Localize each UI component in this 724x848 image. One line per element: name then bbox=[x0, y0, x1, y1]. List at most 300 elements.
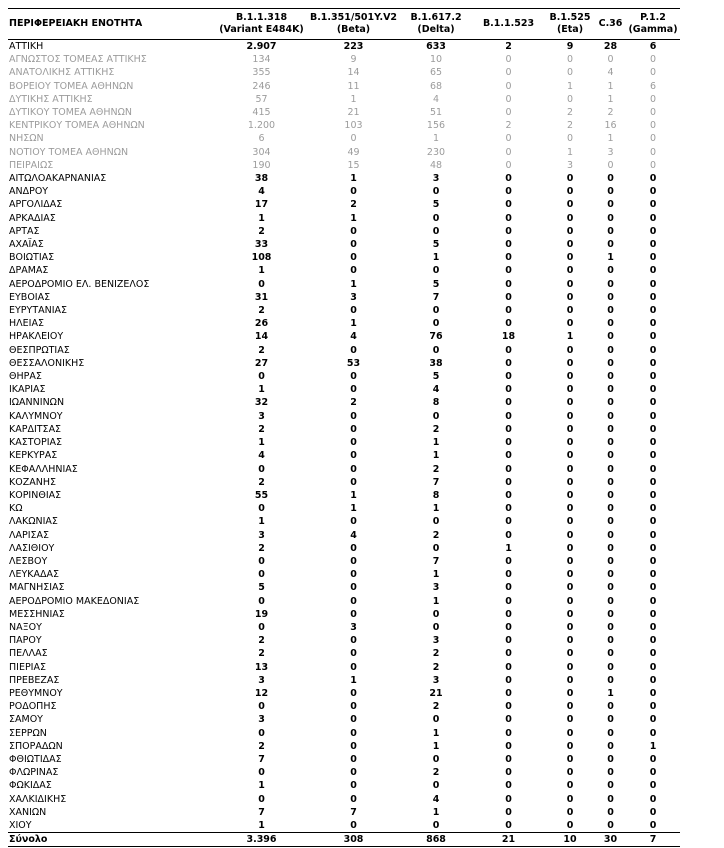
count-cell: 0 bbox=[649, 120, 657, 132]
region-name-cell: ΝΑΞΟΥ bbox=[9, 621, 42, 633]
count-cell: 3 bbox=[432, 173, 440, 185]
count-cell: 108 bbox=[251, 252, 272, 264]
region-name-cell: ΧΙΟΥ bbox=[9, 819, 32, 831]
count-cell: 0 bbox=[432, 621, 440, 633]
count-cell: 156 bbox=[426, 120, 446, 132]
count-cell: 0 bbox=[258, 595, 265, 607]
count-cell: 1 bbox=[432, 569, 440, 581]
count-cell: 4 bbox=[258, 186, 265, 198]
count-cell: 0 bbox=[432, 714, 440, 726]
count-cell: 0 bbox=[566, 701, 574, 713]
count-cell: 0 bbox=[607, 714, 614, 726]
region-name-cell: ΘΕΣΣΑΛΟΝΙΚΗΣ bbox=[9, 357, 85, 369]
count-cell: 0 bbox=[566, 674, 574, 686]
region-name-cell: ΚΑΡΔΙΤΣΑΣ bbox=[9, 423, 62, 435]
count-cell: 0 bbox=[649, 489, 657, 501]
count-cell: 4 bbox=[350, 331, 357, 343]
count-cell: 0 bbox=[505, 318, 512, 330]
count-cell: 0 bbox=[649, 186, 657, 198]
header-c36: C.36 bbox=[595, 9, 626, 40]
count-cell: 7 bbox=[350, 806, 357, 818]
count-cell: 0 bbox=[432, 753, 440, 765]
region-name-cell: ΛΑΚΩΝΙΑΣ bbox=[9, 516, 58, 528]
table-row bbox=[8, 793, 680, 806]
sub-region-row bbox=[8, 93, 680, 106]
count-cell: 0 bbox=[566, 450, 574, 462]
region-name-cell: ΦΘΙΩΤΙΔΑΣ bbox=[9, 753, 62, 765]
count-cell: 26 bbox=[254, 318, 269, 330]
count-cell: 0 bbox=[350, 239, 357, 251]
count-cell: 1 bbox=[432, 133, 440, 145]
count-cell: 3 bbox=[258, 714, 265, 726]
count-cell: 246 bbox=[252, 80, 271, 92]
count-cell: 0 bbox=[350, 476, 357, 488]
count-cell: 0 bbox=[505, 780, 512, 792]
count-cell: 5 bbox=[258, 582, 265, 594]
region-name-cell: ΑΓΝΩΣΤΟΣ ΤΟΜΕΑΣ ΑΤΤΙΚΗΣ bbox=[9, 54, 147, 66]
count-cell: 0 bbox=[566, 397, 574, 409]
count-cell: 0 bbox=[432, 819, 440, 831]
count-cell: 0 bbox=[505, 397, 512, 409]
count-cell: 0 bbox=[566, 806, 574, 818]
count-cell: 0 bbox=[350, 542, 357, 554]
count-cell: 2 bbox=[432, 661, 440, 673]
count-cell: 0 bbox=[607, 740, 614, 752]
count-cell: 1 bbox=[607, 252, 614, 264]
count-cell: 0 bbox=[566, 819, 574, 831]
count-cell: 0 bbox=[505, 687, 512, 699]
count-cell: 0 bbox=[607, 371, 614, 383]
table-row bbox=[8, 700, 680, 713]
count-cell: 0 bbox=[649, 819, 657, 831]
count-cell: 1 bbox=[258, 516, 265, 528]
count-cell: 38 bbox=[254, 173, 269, 185]
count-cell: 0 bbox=[649, 239, 657, 251]
count-cell: 0 bbox=[505, 278, 512, 290]
region-name-cell: ΔΥΤΙΚΗΣ ΑΤΤΙΚΗΣ bbox=[9, 93, 93, 105]
table-row bbox=[8, 608, 680, 621]
count-cell: 0 bbox=[350, 516, 357, 528]
region-name-cell: ΜΑΓΝΗΣΙΑΣ bbox=[9, 582, 65, 594]
count-cell: 2 bbox=[258, 542, 265, 554]
region-name-cell: ΚΑΣΤΟΡΙΑΣ bbox=[9, 437, 63, 449]
count-cell: 2 bbox=[258, 305, 265, 317]
count-cell: 0 bbox=[607, 54, 614, 66]
region-name-cell: ΗΛΕΙΑΣ bbox=[9, 318, 44, 330]
count-cell: 28 bbox=[603, 41, 618, 52]
count-cell: 0 bbox=[432, 344, 440, 356]
count-cell: 1 bbox=[350, 173, 357, 185]
count-cell: 0 bbox=[566, 371, 574, 383]
table-row bbox=[8, 383, 680, 396]
count-cell: 5 bbox=[432, 199, 440, 211]
count-cell: 0 bbox=[505, 555, 512, 567]
sub-region-row bbox=[8, 66, 680, 79]
region-name-cell: ΕΥΒΟΙΑΣ bbox=[9, 291, 51, 303]
count-cell: 0 bbox=[607, 569, 614, 581]
count-cell: 0 bbox=[566, 740, 574, 752]
count-cell: 134 bbox=[252, 54, 271, 66]
table-row bbox=[8, 304, 680, 317]
count-cell: 0 bbox=[607, 186, 614, 198]
region-name-cell: ΘΕΣΠΡΩΤΙΑΣ bbox=[9, 344, 70, 356]
count-cell: 4 bbox=[432, 93, 440, 105]
count-cell: 8 bbox=[432, 397, 440, 409]
count-cell: 0 bbox=[649, 727, 657, 739]
count-cell: 190 bbox=[252, 159, 271, 171]
count-cell: 5 bbox=[432, 371, 440, 383]
count-cell: 7 bbox=[258, 753, 265, 765]
count-cell: 0 bbox=[607, 212, 614, 224]
count-cell: 0 bbox=[607, 542, 614, 554]
count-cell: 0 bbox=[566, 357, 574, 369]
table-row bbox=[8, 198, 680, 211]
table-row bbox=[8, 225, 680, 238]
count-cell: 1 bbox=[432, 450, 440, 462]
count-cell: 0 bbox=[505, 476, 512, 488]
count-cell: 0 bbox=[505, 173, 512, 185]
table-row bbox=[8, 436, 680, 449]
count-cell: 27 bbox=[254, 357, 269, 369]
region-name-cell: ΜΕΣΣΗΝΙΑΣ bbox=[9, 608, 65, 620]
count-cell: 7 bbox=[626, 833, 680, 847]
region-name-cell: ΕΥΡΥΤΑΝΙΑΣ bbox=[9, 305, 68, 317]
count-cell: 0 bbox=[566, 687, 574, 699]
region-name-cell: ΑΝΔΡΟΥ bbox=[9, 186, 49, 198]
header-gamma: P.1.2 (Gamma) bbox=[626, 9, 680, 40]
count-cell: 1 bbox=[350, 503, 357, 515]
count-cell: 0 bbox=[607, 661, 614, 673]
count-cell: 2 bbox=[350, 199, 357, 211]
count-cell: 0 bbox=[505, 714, 512, 726]
region-name-cell: ΡΟΔΟΠΗΣ bbox=[9, 701, 57, 713]
count-cell: 0 bbox=[649, 529, 657, 541]
count-cell: 7 bbox=[258, 806, 265, 818]
count-cell: 0 bbox=[350, 344, 357, 356]
region-name-cell: ΠΑΡΟΥ bbox=[9, 635, 42, 647]
count-cell: 0 bbox=[505, 357, 512, 369]
count-cell: 1 bbox=[607, 133, 614, 145]
count-cell: 0 bbox=[649, 701, 657, 713]
count-cell: 0 bbox=[649, 476, 657, 488]
count-cell: 1 bbox=[258, 265, 265, 277]
count-cell: 1 bbox=[432, 727, 440, 739]
count-cell: 1 bbox=[258, 384, 265, 396]
count-cell: 0 bbox=[505, 806, 512, 818]
count-cell: 57 bbox=[255, 93, 268, 105]
count-cell: 0 bbox=[505, 740, 512, 752]
count-cell: 0 bbox=[505, 93, 512, 105]
count-cell: 0 bbox=[649, 450, 657, 462]
count-cell: 308 bbox=[307, 833, 400, 847]
table-row bbox=[8, 238, 680, 251]
count-cell: 1 bbox=[258, 212, 265, 224]
count-cell: 3 bbox=[258, 529, 265, 541]
count-cell: 2 bbox=[607, 107, 614, 119]
count-cell: 0 bbox=[566, 410, 574, 422]
count-cell: 2 bbox=[258, 635, 265, 647]
count-cell: 0 bbox=[350, 648, 357, 660]
count-cell: 0 bbox=[607, 344, 614, 356]
count-cell: 0 bbox=[566, 173, 574, 185]
count-cell: 0 bbox=[566, 239, 574, 251]
table-row bbox=[8, 661, 680, 674]
region-name-cell: ΚΟΖΑΝΗΣ bbox=[9, 476, 56, 488]
region-name-cell: ΑΧΑΪΑΣ bbox=[9, 239, 44, 251]
count-cell: 0 bbox=[607, 357, 614, 369]
count-cell: 0 bbox=[566, 727, 574, 739]
count-cell: 5 bbox=[432, 278, 440, 290]
sub-region-row bbox=[8, 146, 680, 159]
table-row bbox=[8, 357, 680, 370]
count-cell: 0 bbox=[505, 503, 512, 515]
count-cell: 9 bbox=[350, 54, 357, 66]
count-cell: 3 bbox=[432, 635, 440, 647]
count-cell: 1 bbox=[607, 93, 614, 105]
table-row bbox=[8, 634, 680, 647]
count-cell: 2 bbox=[432, 529, 440, 541]
count-cell: 0 bbox=[505, 212, 512, 224]
count-cell: 230 bbox=[426, 146, 446, 158]
sub-region-row bbox=[8, 80, 680, 93]
count-cell: 31 bbox=[254, 291, 269, 303]
count-cell: 0 bbox=[505, 199, 512, 211]
count-cell: 0 bbox=[566, 595, 574, 607]
region-name-cell: ΗΡΑΚΛΕΙΟΥ bbox=[9, 331, 64, 343]
table-row bbox=[8, 502, 680, 515]
table-row bbox=[8, 449, 680, 462]
count-cell: 0 bbox=[649, 93, 657, 105]
count-cell: 0 bbox=[432, 410, 440, 422]
count-cell: 0 bbox=[258, 503, 265, 515]
count-cell: 6 bbox=[649, 80, 657, 92]
count-cell: 17 bbox=[254, 199, 269, 211]
count-cell: 0 bbox=[350, 423, 357, 435]
count-cell: 0 bbox=[607, 608, 614, 620]
count-cell: 0 bbox=[607, 225, 614, 237]
table-row bbox=[8, 529, 680, 542]
table-row bbox=[8, 515, 680, 528]
count-cell: 2 bbox=[505, 120, 512, 132]
count-cell: 0 bbox=[350, 687, 357, 699]
table-row bbox=[8, 264, 680, 277]
count-cell: 0 bbox=[607, 173, 614, 185]
count-cell: 0 bbox=[566, 569, 574, 581]
count-cell: 0 bbox=[649, 674, 657, 686]
count-cell: 0 bbox=[350, 753, 357, 765]
count-cell: 0 bbox=[607, 159, 614, 171]
count-cell: 0 bbox=[505, 437, 512, 449]
count-cell: 10 bbox=[545, 833, 595, 847]
count-cell: 0 bbox=[566, 635, 574, 647]
count-cell: 1 bbox=[258, 437, 265, 449]
count-cell: 2 bbox=[566, 120, 574, 132]
count-cell: 32 bbox=[254, 397, 269, 409]
table-row bbox=[8, 621, 680, 634]
count-cell: 0 bbox=[607, 516, 614, 528]
count-cell: 0 bbox=[505, 252, 512, 264]
count-cell: 0 bbox=[566, 476, 574, 488]
count-cell: 0 bbox=[566, 67, 574, 79]
table-row bbox=[8, 410, 680, 423]
count-cell: 8 bbox=[432, 489, 440, 501]
count-cell: 0 bbox=[505, 265, 512, 277]
count-cell: 3 bbox=[566, 159, 574, 171]
table-row bbox=[8, 806, 680, 819]
table-row bbox=[8, 278, 680, 291]
table-body bbox=[8, 40, 680, 847]
count-cell: 21 bbox=[347, 107, 360, 119]
count-cell: 0 bbox=[505, 648, 512, 660]
count-cell: 0 bbox=[649, 107, 657, 119]
count-cell: 0 bbox=[350, 463, 357, 475]
region-name-cell: ΑΡΤΑΣ bbox=[9, 225, 40, 237]
region-name-cell: ΑΤΤΙΚΗ bbox=[9, 41, 44, 52]
count-cell: 0 bbox=[350, 701, 357, 713]
count-cell: 0 bbox=[566, 318, 574, 330]
table-header-row bbox=[8, 9, 680, 40]
count-cell: 0 bbox=[350, 133, 357, 145]
region-name-cell: ΚΕΦΑΛΛΗΝΙΑΣ bbox=[9, 463, 78, 475]
count-cell: 103 bbox=[344, 120, 363, 132]
count-cell: 0 bbox=[649, 318, 657, 330]
region-name-cell: ΚΟΡΙΝΘΙΑΣ bbox=[9, 489, 62, 501]
table-row bbox=[8, 396, 680, 409]
table-row bbox=[8, 674, 680, 687]
count-cell: 0 bbox=[566, 252, 574, 264]
count-cell: 10 bbox=[429, 54, 443, 66]
region-name-cell: ΧΑΝΙΩΝ bbox=[9, 806, 47, 818]
count-cell: 0 bbox=[649, 542, 657, 554]
count-cell: 0 bbox=[350, 793, 357, 805]
count-cell: 0 bbox=[649, 569, 657, 581]
count-cell: 0 bbox=[649, 423, 657, 435]
count-cell: 0 bbox=[607, 397, 614, 409]
count-cell: 0 bbox=[607, 476, 614, 488]
header-eta: B.1.525 (Eta) bbox=[545, 9, 595, 40]
count-cell: 0 bbox=[649, 133, 657, 145]
count-cell: 0 bbox=[505, 529, 512, 541]
count-cell: 3 bbox=[432, 674, 440, 686]
sub-region-row bbox=[8, 119, 680, 132]
count-cell: 0 bbox=[566, 384, 574, 396]
count-cell: 0 bbox=[505, 54, 512, 66]
region-name-cell: ΛΕΣΒΟΥ bbox=[9, 555, 48, 567]
count-cell: 1 bbox=[607, 80, 614, 92]
count-cell: 0 bbox=[649, 252, 657, 264]
count-cell: 33 bbox=[254, 239, 269, 251]
sub-region-row bbox=[8, 159, 680, 172]
count-cell: 0 bbox=[607, 555, 614, 567]
count-cell: 0 bbox=[505, 80, 512, 92]
count-cell: 0 bbox=[607, 595, 614, 607]
count-cell: 0 bbox=[649, 463, 657, 475]
count-cell: 223 bbox=[343, 41, 364, 52]
region-name-cell: ΑΡΚΑΔΙΑΣ bbox=[9, 212, 56, 224]
sub-region-row bbox=[8, 132, 680, 145]
count-cell: 0 bbox=[350, 384, 357, 396]
count-cell: 18 bbox=[501, 331, 516, 343]
region-name-cell: ΚΕΝΤΡΙΚΟΥ ΤΟΜΕΑ ΑΘΗΝΩΝ bbox=[9, 120, 145, 132]
count-cell: 7 bbox=[432, 555, 440, 567]
count-cell: 0 bbox=[505, 146, 512, 158]
table-row bbox=[8, 40, 680, 54]
count-cell: 53 bbox=[346, 357, 361, 369]
count-cell: 1 bbox=[432, 595, 440, 607]
count-cell: 0 bbox=[649, 780, 657, 792]
table-row bbox=[8, 687, 680, 700]
count-cell: 0 bbox=[566, 489, 574, 501]
count-cell: 0 bbox=[432, 608, 440, 620]
count-cell: 0 bbox=[505, 186, 512, 198]
count-cell: 0 bbox=[649, 753, 657, 765]
count-cell: 0 bbox=[505, 595, 512, 607]
count-cell: 1 bbox=[566, 80, 574, 92]
count-cell: 0 bbox=[649, 806, 657, 818]
count-cell: 0 bbox=[566, 133, 574, 145]
count-cell: 0 bbox=[566, 423, 574, 435]
region-name-cell: ΦΩΚΙΔΑΣ bbox=[9, 780, 52, 792]
count-cell: 14 bbox=[254, 331, 269, 343]
count-cell: 0 bbox=[566, 529, 574, 541]
count-cell: 0 bbox=[607, 819, 614, 831]
count-cell: 0 bbox=[607, 648, 614, 660]
count-cell: 0 bbox=[566, 503, 574, 515]
count-cell: 2 bbox=[258, 344, 265, 356]
table-row bbox=[8, 185, 680, 198]
count-cell: 0 bbox=[649, 305, 657, 317]
count-cell: 0 bbox=[505, 239, 512, 251]
count-cell: 3 bbox=[258, 410, 265, 422]
count-cell: 0 bbox=[649, 648, 657, 660]
region-name-cell: ΡΕΘΥΜΝΟΥ bbox=[9, 687, 63, 699]
count-cell: 0 bbox=[566, 278, 574, 290]
region-name-cell: ΑΕΡΟΔΡΟΜΙΟ ΕΛ. ΒΕΝΙΖΕΛΟΣ bbox=[9, 278, 150, 290]
count-cell: 355 bbox=[252, 67, 271, 79]
count-cell: 0 bbox=[350, 727, 357, 739]
count-cell: 0 bbox=[607, 423, 614, 435]
count-cell: 0 bbox=[505, 767, 512, 779]
count-cell: 0 bbox=[649, 173, 657, 185]
count-cell: 2 bbox=[566, 107, 574, 119]
count-cell: 0 bbox=[505, 608, 512, 620]
region-name-cell: ΧΑΛΚΙΔΙΚΗΣ bbox=[9, 793, 67, 805]
count-cell: 4 bbox=[350, 529, 357, 541]
header-b11318: B.1.1.318 (Variant E484K) bbox=[216, 9, 307, 40]
region-name-cell: ΑΝΑΤΟΛΙΚΗΣ ΑΤΤΙΚΗΣ bbox=[9, 67, 115, 79]
count-cell: 0 bbox=[649, 555, 657, 567]
count-cell: 633 bbox=[426, 41, 446, 52]
region-name-cell: ΑΙΤΩΛΟΑΚΑΡΝΑΝΙΑΣ bbox=[9, 173, 107, 185]
count-cell: 2 bbox=[432, 463, 440, 475]
count-cell: 1 bbox=[607, 687, 614, 699]
count-cell: 1 bbox=[566, 331, 574, 343]
table-row bbox=[8, 713, 680, 726]
count-cell: 0 bbox=[505, 819, 512, 831]
count-cell: 0 bbox=[505, 753, 512, 765]
count-cell: 0 bbox=[432, 186, 440, 198]
count-cell: 0 bbox=[350, 569, 357, 581]
count-cell: 0 bbox=[505, 371, 512, 383]
count-cell: 0 bbox=[607, 621, 614, 633]
count-cell: 0 bbox=[649, 595, 657, 607]
region-name-cell: ΚΕΡΚΥΡΑΣ bbox=[9, 450, 58, 462]
table-row bbox=[8, 317, 680, 330]
count-cell: 0 bbox=[649, 621, 657, 633]
count-cell: 0 bbox=[649, 503, 657, 515]
count-cell: 0 bbox=[258, 793, 265, 805]
count-cell: 0 bbox=[505, 67, 512, 79]
